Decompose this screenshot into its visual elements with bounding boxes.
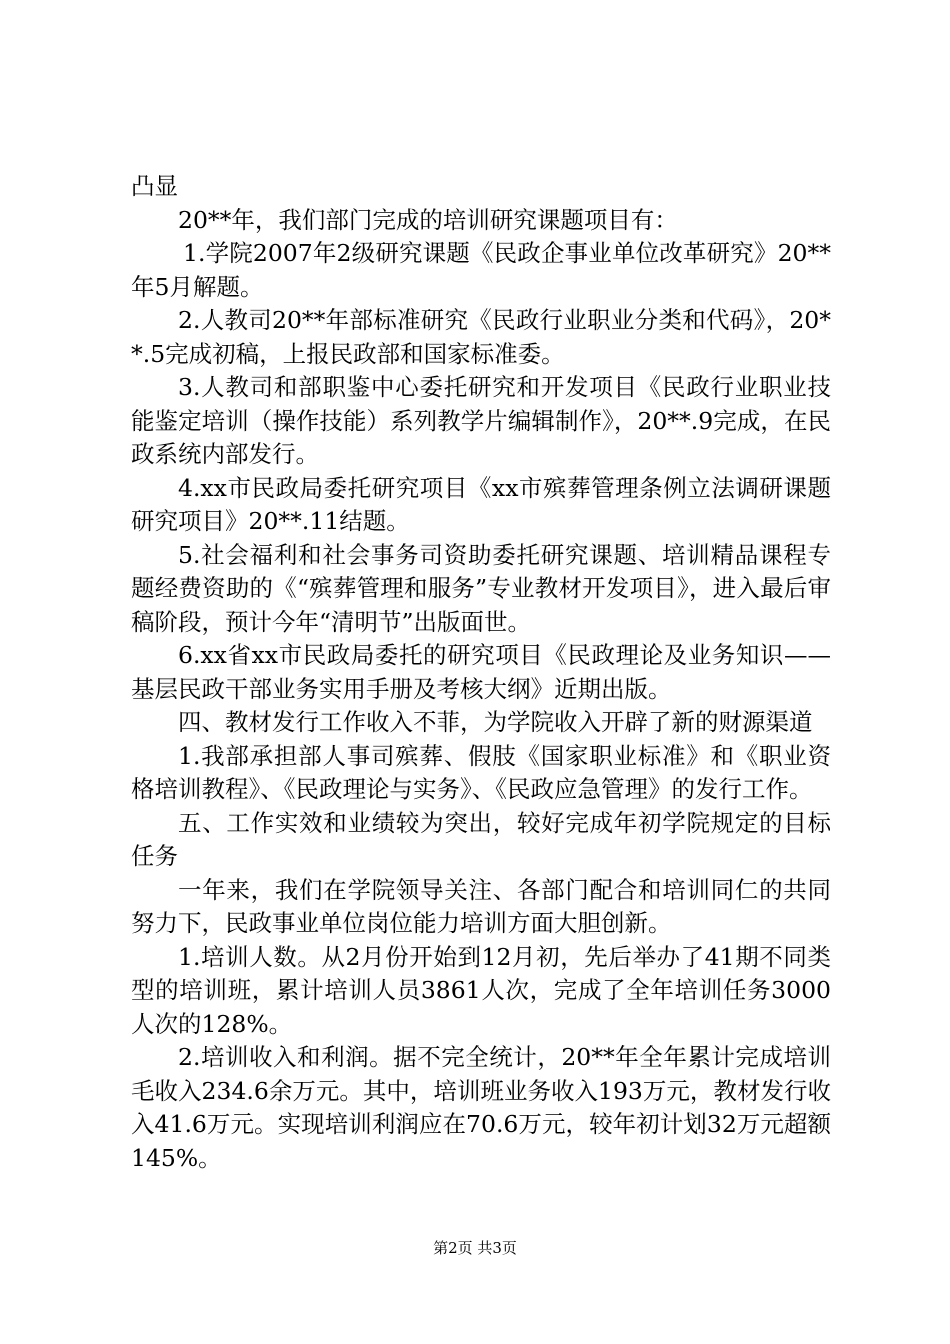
paragraph-project-6: 6.xx省xx市民政局委托的研究项目《民政理论及业务知识——基层民政干部业务实用手册及考核大纲》近期出版。 [131,641,831,703]
paragraph-projects-intro: 20**年，我们部门完成的培训研究课题项目有： [178,205,678,234]
paragraph-project-3: 3.人教司和部职鉴中心委托研究和开发项目《民政行业职业技能鉴定培训（操作技能）系列教学片编辑制作》，20**.9完成，在民政系统内部发行。 [131,373,831,468]
page-footer [0,1238,950,1258]
document-body [131,170,831,1175]
paragraph-project-4: 4.xx市民政局委托研究项目《xx市殡葬管理条例立法调研课题研究项目》20**.11结题。 [131,473,831,535]
page-number-label: 第2页 共3页 [433,1239,517,1257]
paragraph-project-5: 5.社会福利和社会事务司资助委托研究课题、培训精品课程专题经费资助的《“殡葬管理和服务”专业教材开发项目》，进入最后审稿阶段，预计今年“清明节”出版面世。 [131,540,831,636]
paragraph-project-1: 1.学院2007年2级研究课题《民政企事业单位改革研究》20**年5月解题。 [131,239,831,301]
paragraph-year-summary: 一年来，我们在学院领导关注、各部门配合和培训同仁的共同努力下，民政事业单位岗位能力培训方面大胆创新。 [131,875,831,937]
paragraph-continuation: 凸显 [131,172,178,200]
paragraph-training-revenue: 2.培训收入和利润。据不完全统计，20**年全年累计完成培训毛收入234.6余万元。其中，培训班业务收入193万元，教材发行收入41.6万元。实现培训利润应在70.6万元，较年初计划32万元超额145%。 [131,1043,831,1172]
paragraph-training-count: 1.培训人数。从2月份开始到12月初，先后举办了41期不同类型的培训班，累计培训人员3861人次，完成了全年培训任务3000人次的128%。 [131,942,831,1038]
paragraph-distribution-1: 1.我部承担部人事司殡葬、假肢《国家职业标准》和《职业资格培训教程》、《民政理论与实务》、《民政应急管理》的发行工作。 [131,741,831,803]
section-heading-5: 五、工作实效和业绩较为突出，较好完成年初学院规定的目标任务 [131,808,831,870]
paragraph-project-2: 2.人教司20**年部标准研究《民政行业职业分类和代码》，20**.5完成初稿，上报民政部和国家标准委。 [131,306,831,368]
section-heading-4: 四、教材发行工作收入不菲，为学院收入开辟了新的财源渠道 [178,708,813,736]
